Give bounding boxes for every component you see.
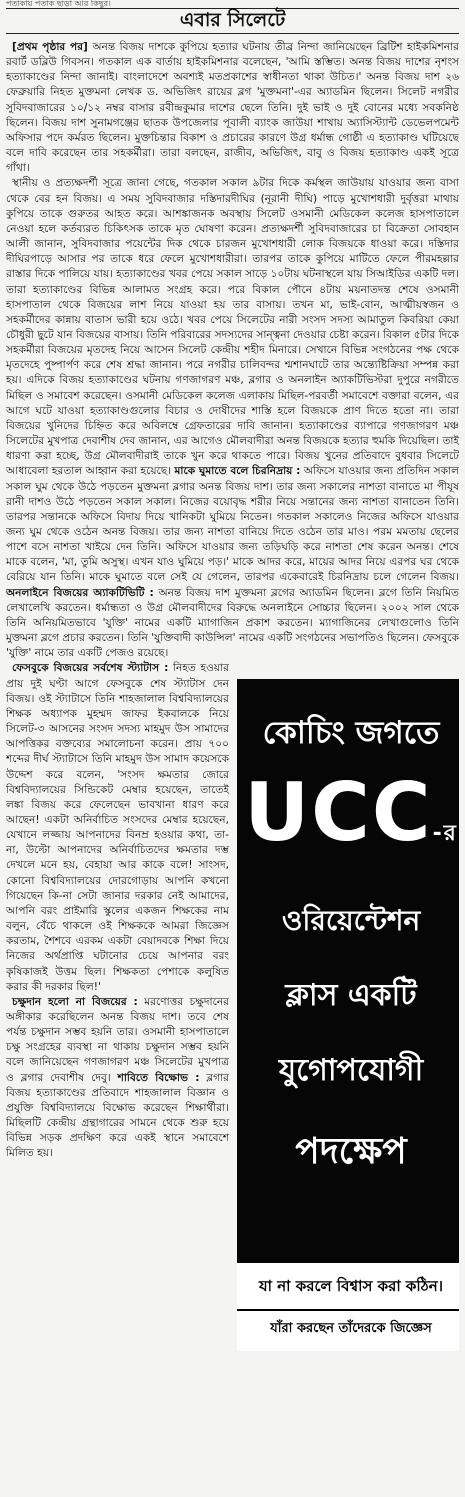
- paragraph-text: অফিসে যাওয়ার জন্য প্রতিদিন সকাল সকাল ঘুম থেকে উঠে পড়তেন মুক্তমনা ব্লগার অনন্ত বিজয় দাশ। তার জন্য সকালের নাশতা বানাতে মা পীযূষ রানী দাশও উঠে পড়তেন সকাল সকাল। নিজের বয়োবৃদ্ধ শরীর নিয়ে সন্তানের জন্য নাশতা বানাতেন তিনি। তারপর সন্তানকে অফিসে বিদায় দিয়ে খানিকটা ঘুমিয়ে নিতেন। গতকাল সকালেও নিজের অফিসে যাওয়ার জন্য ঘুম থেকে ওঠেন অনন্ত বিজয়। তার জন্য নাশতা বানিয়ে দিতে ওঠেন তার মাও। পরম মমতায় ছেলের পাশে বসে নাশতা খাইয়ে দেন তিনি। অফিসে যাওয়ার জন্য তড়িঘড়ি করে নাশতা শেষ করেন অনন্ত। শেষে মাকে বলেন, 'মা, তুমি অসুস্থ। এখন যাও ঘুমিয়ে পড়।' মাকে আদর করে, মায়ের আদর নিয়ে এরপর ঘর থেকে বেরিয়ে যান তিনি। মাকে ঘুমাতে বলে সেই যে গেলেন, তারপর একেবারেই চিরনিদ্রায় চলে গেলেন বিজয়।: [6, 465, 459, 584]
- paragraph-lead: মাকে ঘুমাতে বলে চিরনিদ্রায় :: [174, 465, 301, 478]
- headline-rule: [6, 33, 459, 34]
- paragraph-lead: ফেসবুকে বিজয়ের সর্বশেষ স্ট্যাটাস :: [12, 662, 169, 675]
- paragraph-lead: চক্ষুদান হলো না বিজয়ের :: [12, 995, 138, 1008]
- paragraph-text: স্থানীয় ও প্রত্যক্ষদর্শী সূত্রে জানা গেছে, গতকাল সকাল ৯টার দিকে কর্মস্থল জাউয়ায় যাওয়ার জন্য বাসা থেকে বের হন বিজয়। এ সময় সুবিদবাজার দস্তিদারদীঘির (নূরানী দীঘি) পাড়ে মুখোশধারী দুর্বৃত্তরা মাথায় কুপিয়ে তাকে গুরুতর আহত করে। আশঙ্কাজনক অবস্থায় সিলেট ওসমানী মেডিকেল কলেজ হাসপাতালে নেওয়া হলে কর্তব্যরত চিকিৎসক তাকে মৃত ঘোষণা করেন। প্রত্যক্ষদর্শী সুবিদবাজারের চা বিক্রেতা সোবহান আলী জানান, সুবিদবাজার পয়েন্টের দিক থেকে চারজন মুখোশধারী লোক বিজয়কে ধাওয়া করে। দস্তিদার দীঘিরপাড়ে আসার পর তাকে ধরে ফেলে মুখোশধারীরা। তারপর তাকে কুপিয়ে মাটিতে ফেলে পীরমহল্লার রাস্তার দিকে পালিয়ে যায়। হত্যাকাণ্ডের খবর পেয়ে সকাল সাড়ে ১০টায় ঘটনাস্থলে যায় সিআইডির একটি দল। তারা হত্যাকাণ্ডের বিভিন্ন আলামত সংগ্রহ করে। পরে বিকাল পৌনে ৪টায় ময়নাতদন্ত শেষে ওসমানী হাসপাতাল থেকে বিজয়ের লাশ নিয়ে যাওয়া হয় তার বাসায়। তখন মা, ভাই-বোন, আত্মীয়স্বজন ও সহকর্মীদের কান্নায় বাতাস ভারী হয়ে ওঠে। খবর পেয়ে সিলেটের নারী সংসদ সদস্য আমাতুল কিবরিয়া কেয়া চৌধুরী ছুটে যান বিজয়ের বাসায়। তিনি পরিবারের সদস্যদের সান্ত্বনা দেওয়ার চেষ্টা করেন। বিকাল ৫টার দিকে সহকর্মীরা বিজয়ের মৃতদেহ নিয়ে আসেন সিলেট কেন্দ্রীয় শহীদ মিনারে। সেখানে বিভিন্ন সংগঠনের পক্ষ থেকে মৃতদেহে পুষ্পার্পণ করে শেষ শ্রদ্ধা জানান। পরে নগরীর চালিবন্দর শ্মশানঘাটে তার অন্ত্যেষ্টিক্রিয়া সম্পন্ন করা হয়। এদিকে বিজয় হত্যাকাণ্ডের ঘটনায় গণজাগরণ মঞ্চ, ব্লগার ও অনলাইন অ্যাকটিভিস্টরা দুপুরে নগরীতে মিছিল ও সমাবেশ করেছেন। ওসমানী মেডিকেল কলেজ এলাকায় মিছিল-পরবর্তী সমাবেশে বক্তারা বলেন, এর আগে ঘটে যাওয়া হত্যাকাণ্ডগুলোর বিচার ও দোষীদের শাস্তি হলে বিজয়কে প্রাণ দিতে হতো না। তারা বিজয়ের খুনিদের চিহ্নিত করে অবিলম্বে গ্রেফতারের দাবি জানান। হত্যাকাণ্ডের ব্যাপারে গণজাগরণ মঞ্চ সিলেটের মুখপাত্র দেবাশীষ দেব জানান, এর আগেও মৌলবাদীরা অনন্ত বিজয়কে হত্যার হুমকি দিয়েছিল। তাই ধারণা করা হচ্ছে, উগ্র মৌলবাদীরাই তাকে খুন করে থাকতে পারে। বিজয় খুনের প্রতিবাদে বুধবার সিলেটে আধাবেলা হরতাল আহ্বান করা হয়েছে।: [6, 177, 459, 478]
- paragraph-text: মরণোত্তর চক্ষুদানের অঙ্গীকার করেছিলেন অনন্ত বিজয় দাশ। তবে শেষ পর্যন্ত চক্ষুদান সম্ভব হয়নি তার। ওসমানী হাসপাতালে চক্ষু সংগ্রহের ব্যবস্থা না থাকায় চক্ষুদান সম্ভব হয়নি বলে জানিয়েছেন গণজাগরণ মঞ্চ সিলেটের মুখপাত্র ও ব্লগার দেবাশীষ দেবু।: [6, 995, 229, 1084]
- advertisement[interactable]: [237, 671, 459, 1351]
- ad-footer: যাঁরা করছেন তাঁদেরকে জিজ্ঞেস: [237, 1309, 459, 1351]
- paragraph-text: অনন্ত বিজয় দাশ মুক্তমনা ব্লগের অ্যাডমিন ছিলেন। ব্লগে তিনি নিয়মিত লেখালেখি করতেন। ধর্মান্ধতা ও উগ্র মৌলবাদীদের বিরুদ্ধে অনলাইনে সোচ্চার ছিলেন। ২০০২ সাল থেকে তিনি অনিয়মিতভাবে 'যুক্তি' নামের একটি ম্যাগাজিন প্রকাশ করতেন। ম্যাগাজিনের লেখাগুলোও তিনি মুক্তমনা ব্লগে প্রচার করতেন। তিনি 'যুক্তিবাদী কাউন্সিল' নামের একটি সংগঠনের সভাপতিও ছিলেন। ফেসবুকে 'যুক্তি' নামে তার একটি পেজও রয়েছে।: [6, 586, 459, 660]
- ad-line-3: ওরিয়েন্টেশন: [281, 904, 421, 938]
- article-headline: এবার সিলেটে: [179, 9, 286, 31]
- ad-line-5: যুগোপযোগী: [278, 1053, 424, 1089]
- article-body: [6, 40, 459, 1492]
- ad-line-4: ক্লাস একটি: [285, 978, 417, 1014]
- ad-line-6: পদক্ষেপ: [295, 1131, 407, 1173]
- ad-brand-text: UCC: [244, 766, 433, 860]
- paragraph-text: ব্লগার বিজয় হত্যাকাণ্ডের প্রতিবাদে শাহজালাল বিজ্ঞান ও প্রযুক্তি বিশ্ববিদ্যালয়ে বিক্ষোভ করেছেন শিক্ষার্থীরা। মিছিলটি কেন্দ্রীয় গ্রন্থাগারের সামনে থেকে শুরু হয়ে বিভিন্ন সড়ক প্রদক্ষিণ করে একই স্থানে সমাবেশে মিলিত হয়।: [6, 1071, 229, 1160]
- previous-article-fragment: পতাকায় পতাক ছাড়া আর কিছুর।: [6, 0, 111, 8]
- ad-panel: [237, 679, 459, 1351]
- ad-tagline: যা না করলে বিশ্বাস করা কঠিন।: [237, 1263, 459, 1309]
- ad-line-1: কোচিং জগতে: [262, 715, 440, 752]
- ad-brand-suffix: -র: [432, 821, 458, 847]
- paragraph: [6, 176, 459, 661]
- ad-brand: [237, 765, 459, 882]
- paragraph-lead: শাবিতে বিক্ষোভ :: [117, 1071, 200, 1084]
- paragraph-lead: [প্রথম পৃষ্ঠার পর]: [12, 41, 88, 53]
- paragraph-text: অনন্ত বিজয় দাশকে কুপিয়ে হত্যার ঘটনায় তীব্র নিন্দা জানিয়েছেন ব্রিটিশ হাইকমিশনার রবার্ট ডব্লিউ গিবসন। গতকাল এক বার্তায় হাইকমিশনার বলেছেন, 'আমি স্তম্ভিত। অনন্ত বিজয় দাশের নৃশংস হত্যাকাণ্ডের নিন্দা জানাই। বাংলাদেশে অবশ্যই মতপ্রকাশের স্বাধীনতা থাকা উচিত।' অনন্ত বিজয় দাশ ২৬ ফেব্রুয়ারি নিহত মুক্তমনা লেখক ড. অভিজিৎ রায়ের ব্লগ 'মুক্তমনা'-এর অ্যাডমিন ছিলেন। সিলেট নগরীর সুবিদবাজারের ১০/১২ নম্বর বাসার রবীন্দ্রকুমার দাশের ছেলে তিনি। দুই ভাই ও দুই বোনের মধ্যে সবকনিষ্ঠ ছিলেন। বিজয় দাশ সুনামগঞ্জের ছাতক উপজেলার পূবালী ব্যাংক জাউয়া শাখায় অ্যাসিস্ট্যান্ট ডেভেলপমেন্ট অফিসার পদে কর্মরত ছিলেন। মুক্তচিন্তার বিকাশ ও প্রচারের কারণে উগ্র ধর্মান্ধ গোষ্ঠী এ হত্যাকাণ্ড ঘটিয়েছে বলে দাবি করেছেন তার সহকর্মীরা। তারা বলছেন, রাজীব, অভিজিৎ, বাবু ও বিজয় হত্যাকাণ্ড একই সূত্রে গাঁথা।: [6, 41, 459, 175]
- paragraph-text: নিহত হওয়ার প্রায় দুই ঘণ্টা আগে ফেসবুকে শেষ স্ট্যাটাস দেন বিজয়। ওই স্ট্যাটাসে তিনি শাহজালাল বিশ্ববিদ্যালয়ের শিক্ষক অধ্যাপক মুহম্মদ জাফর ইকবালকে নিয়ে সিলেট-৩ আসনের সংসদ সদস্য মাহমুদ উস সামাদের আপত্তিকর বক্তব্যের সমালোচনা করেন। প্রায় ৭০০ শব্দের দীর্ঘ স্ট্যাটাসে তিনি মাহমুদ উস সামাদ কয়েসকে উদ্দেশ করে বলেন, 'সংসদ ক্ষমতার জোরে বিশ্ববিদ্যালয়ের সিন্ডিকেট মেম্বার হয়েছেন, তাতেই লঙ্কা বিজয় করে ফেলেছেন ভাবখানা ধারণ করে আছেন! একটা অনির্বাচিত সংসদের মেম্বার হয়েছেন, যেখানে লজ্জায় আপনাদের বিনম্র হওয়ার কথা, তা-না, উল্টো আপনাদের অনির্বাচিতদের ক্ষমতার দম্ভ দেখলে মনে হয়, বেহায়া আর কাকে বলে! সাংসদ, কোনো বিশ্ববিদ্যালয়ের দোরগোড়ায় আপনি কখনো গিয়েছেন কি-না সেটা জানার দরকার নেই আমাদের, আপনি বরং প্রাইমারি স্কুলের একজন শিক্ষকের নাম বলুন, বেঁচে থাকলে ওই শিক্ষককে আমরা জিজ্ঞেস করতাম, শৈশবে এরকম একটা বেয়াদবকে শিক্ষা দিয়ে নিজের অর্থপ্রাপ্তি ঘটানোর চেয়ে আপনার বরং কৃষিকাজই উত্তম ছিল। শিক্ষকতা পেশাকে কলুষিত করার কী দরকার ছিল!': [6, 662, 230, 993]
- paragraph: [6, 40, 459, 176]
- paragraph-lead: অনলাইনে বিজয়ের অ্যাকটিভিটি :: [6, 586, 154, 599]
